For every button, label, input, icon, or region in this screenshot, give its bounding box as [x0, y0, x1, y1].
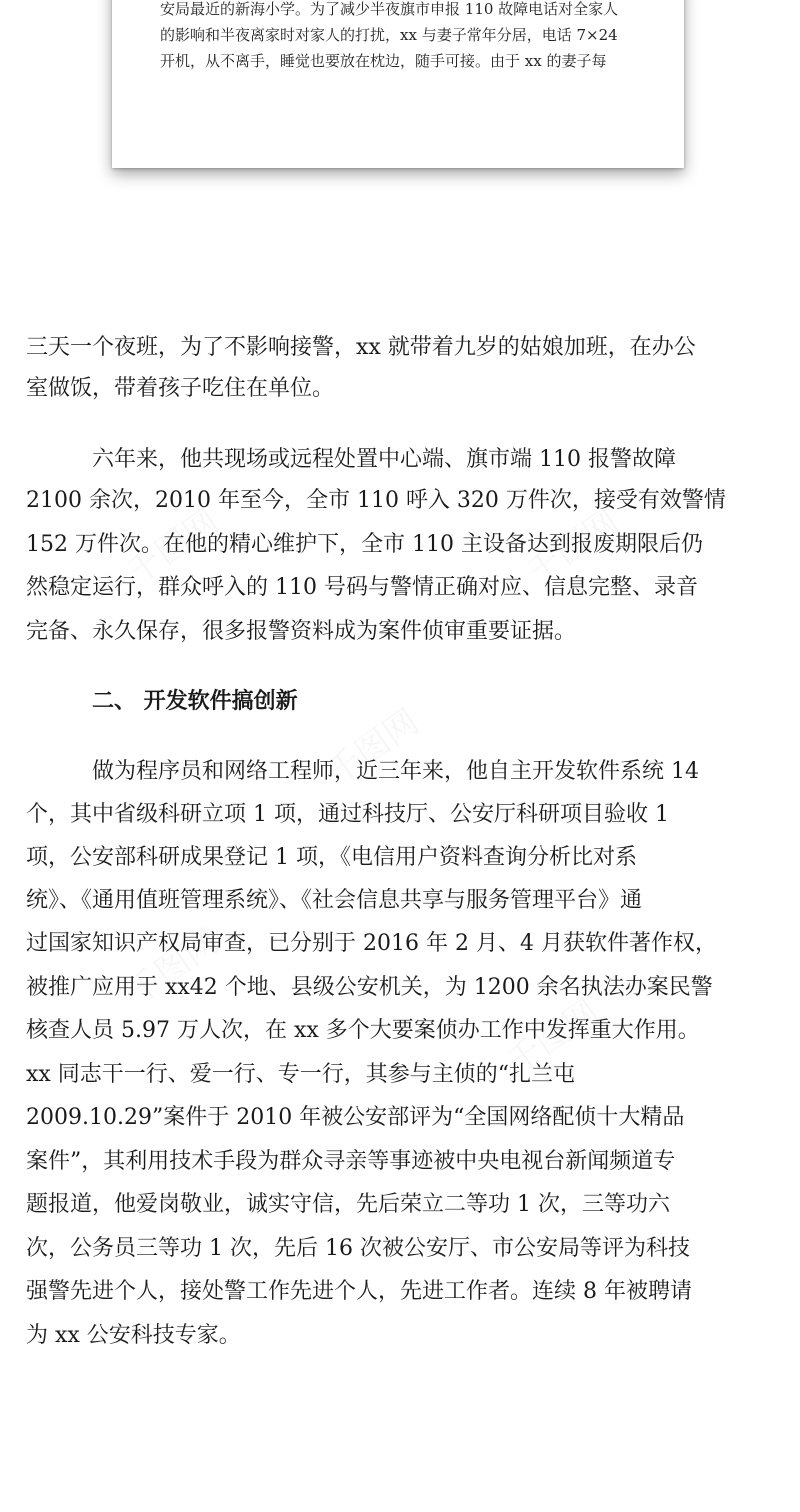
previous-page-card — [112, 0, 684, 168]
paragraph-line: 强警先进个人，接处警工作先进个人，先进工作者。连续 8 年被聘请 — [26, 1279, 692, 1304]
paragraph-line: 完备、永久保存，很多报警资料成为案件侦审重要证据。 — [26, 619, 577, 644]
paragraph-line: 室做饭，带着孩子吃住在单位。 — [26, 376, 335, 401]
paragraph-line: 题报道，他爱岗敬业，诚实守信，先后荣立二等功 1 次，三等功六 — [26, 1192, 670, 1217]
paragraph-line: 次，公务员三等功 1 次，先后 16 次被公安厅、市公安局等评为科技 — [26, 1236, 690, 1261]
paragraph-line: 统》、《通用值班管理系统》、《社会信息共享与服务管理平台》通 — [26, 888, 643, 913]
watermark: 千图网 — [319, 701, 427, 794]
paragraph-line: 被推广应用于 xx42 个地、县级公安机关，为 1200 余名执法办案民警 — [26, 975, 713, 1000]
paragraph-line: 项，公安部科研成果登记 1 项，《电信用户资料查询分析比对系 — [26, 845, 637, 870]
paragraph-line: 做为程序员和网络工程师，近三年来，他自主开发软件系统 14 — [92, 759, 699, 784]
paragraph-line: 案件”，其利用技术手段为群众寻亲等事迹被中央电视台新闻频道专 — [26, 1149, 676, 1174]
card-text-line: 开机，从不离手，睡觉也要放在枕边，随手可接。由于 xx 的妻子每 — [160, 52, 607, 70]
section-heading: 二、 开发软件搞创新 — [92, 689, 298, 714]
paragraph-line: 个，其中省级科研立项 1 项，通过科技厅、公安厅科研项目验收 1 — [26, 802, 669, 827]
paragraph-line: 然稳定运行，群众呼入的 110 号码与警情正确对应、信息完整、录音 — [26, 575, 698, 600]
watermark: 千图网 — [519, 501, 627, 594]
watermark: 千图网 — [119, 921, 227, 1014]
paragraph-line: 2009.10.29”案件于 2010 年被公安部评为“全国网络配侦十大精品 — [26, 1105, 685, 1130]
paragraph-line: 152 万件次。在他的精心维护下，全市 110 主设备达到报废期限后仍 — [26, 532, 703, 557]
card-text-line: 的影响和半夜离家时对家人的打扰，xx 与妻子常年分居，电话 7×24 — [160, 26, 618, 44]
watermark: 千图网 — [119, 501, 227, 594]
paragraph-line: 三天一个夜班，为了不影响接警，xx 就带着九岁的姑娘加班，在办公 — [26, 335, 696, 360]
paragraph-line: 2100 余次，2010 年至今，全市 110 呼入 320 万件次，接受有效警情 — [26, 488, 726, 513]
paragraph-line: 过国家知识产权局审查，已分别于 2016 年 2 月、4 月获软件著作权， — [26, 931, 717, 956]
card-text-line: 安局最近的新海小学。为了减少半夜旗市申报 110 故障电话对全家人 — [160, 0, 619, 18]
paragraph-line: 为 xx 公安科技专家。 — [26, 1323, 241, 1348]
paragraph-line: 核查人员 5.97 万人次，在 xx 多个大要案侦办工作中发挥重大作用。 — [26, 1018, 700, 1043]
paragraph-line: xx 同志干一行、爱一行、专一行，其参与主侦的“扎兰屯 — [26, 1062, 576, 1087]
watermark: 千图网 — [499, 991, 607, 1084]
paragraph-line: 六年来，他共现场或远程处置中心端、旗市端 110 报警故障 — [92, 447, 676, 472]
